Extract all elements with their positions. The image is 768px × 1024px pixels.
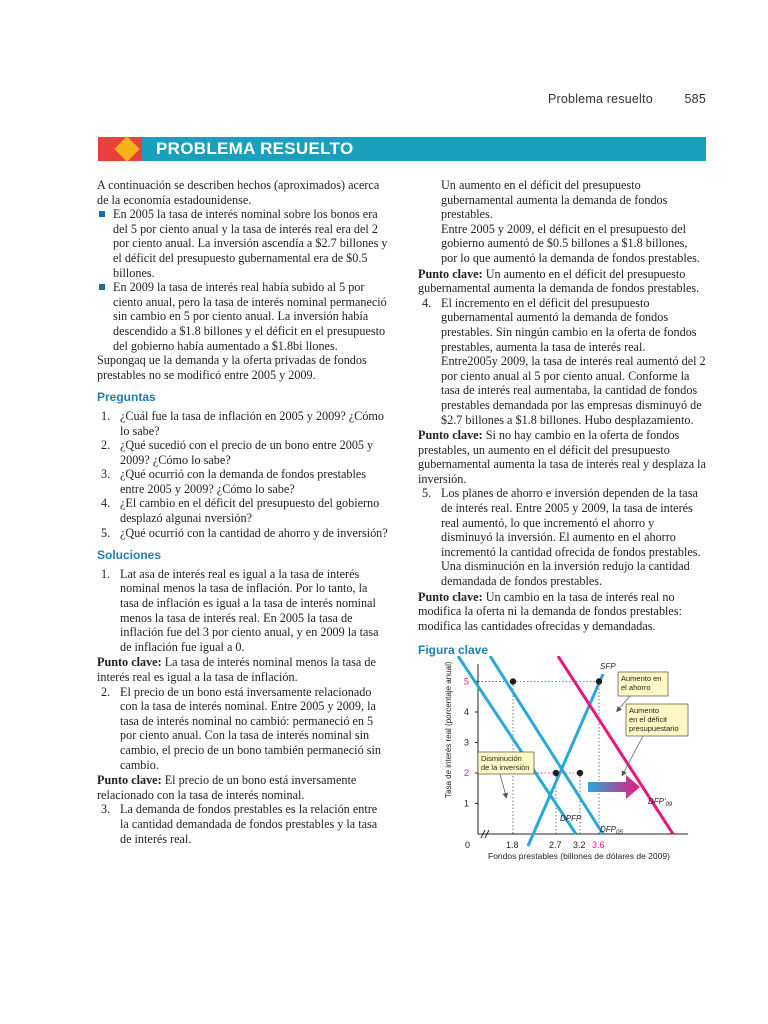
dpfp-label: DPFP: [560, 814, 582, 823]
bullet-text: En 2005 la tasa de interés nominal sobre los bonos era del 5 por ciento anual y la tasa de interés real era del 2 por ciento anual. La inversión ascendía a $2.7 billones y el déficit del presupuesto gubernamental era de $0.5 billones.: [113, 207, 388, 280]
running-header-section: Problema resuelto: [548, 92, 653, 106]
equilibrium-point: [510, 678, 516, 684]
key-point-label: Punto clave:: [418, 589, 483, 604]
solution-continuation: Un aumento en el déficit del presupuesto gubernamental aumenta la demanda de fondos prestables.: [441, 178, 668, 222]
annotation-deficit: [623, 704, 688, 774]
key-point: [97, 773, 388, 802]
y-tick-label: 2: [464, 768, 470, 778]
key-point-label: Punto clave:: [418, 428, 483, 443]
dfp09-label-sub: 09: [665, 802, 673, 808]
sfp-label: SFP: [600, 662, 616, 671]
question-text: ¿Qué sucedió con el precio de un bono entre 2005 y 2009? ¿Cómo lo sabe?: [120, 438, 374, 467]
question-text: ¿Cuál fue la tasa de inflación en 2005 y 2009? ¿Cómo lo sabe?: [120, 408, 384, 438]
preguntas-heading: Preguntas: [97, 390, 156, 405]
solution-text: Lat asa de interés real es igual a la tasa de interés nominal menos la tasa de inflación. Por lo tanto, la tasa de inflación es igual a la tasa de interés nominal menos la tasa de interés real. En 2005 la tasa de inflación fue del 3 por ciento anual, y en 2009 la tasa de inflación fue igual a 0.: [120, 566, 379, 654]
right-column: [418, 178, 706, 662]
bullet-item: [97, 207, 388, 280]
page-number: 585: [684, 92, 706, 106]
annotation-savings-line1: Aumento en: [621, 674, 662, 683]
question-text: ¿El cambio en el déficit del presupuesto del gobierno desplazó algunai nversión?: [120, 496, 380, 526]
section-banner: [98, 137, 706, 161]
y-tick-label: 4: [464, 707, 470, 717]
question-text: ¿Qué ocurrió con la cantidad de ahorro y de inversión?: [120, 525, 388, 540]
banner-title: PROBLEMA RESUELTO: [156, 139, 354, 158]
soluciones-heading: Soluciones: [97, 548, 162, 563]
question-text: ¿Qué ocurrió con la demanda de fondos prestables entre 2005 y 2009? ¿Cómo lo sabe?: [120, 467, 367, 496]
equilibrium-point: [553, 770, 559, 776]
key-point-text: Un aumento en el déficit del presupuesto gubernamental aumenta la demanda de fondos prestables.: [418, 266, 700, 296]
annotation-deficit-line2: en el déficit: [629, 715, 667, 724]
question-item: [97, 438, 388, 467]
bullet-text: En 2009 la tasa de interés real había subido al 5 por ciento anual, pero la tasa de interés nominal permaneció sin cambio en 5 por ciento anual. La inversión había descendido a $1.8 billones y el déficit en el presupuesto del gobierno había aumentado a $1.8bi llones.: [113, 280, 387, 353]
suppose-paragraph: Supongaq ue la demanda y la oferta privadas de fondos prestables no se modificó entre 2005 y 2009.: [97, 353, 367, 382]
solution-item: [97, 802, 388, 846]
x-tick-label: 2.7: [549, 840, 562, 850]
item-number: 4.: [101, 496, 111, 511]
item-number: 1.: [101, 566, 111, 581]
dfp05-label-sub: 05: [616, 830, 623, 836]
equilibrium-point: [596, 678, 602, 684]
equilibrium-point: [577, 770, 583, 776]
running-header: [548, 92, 706, 106]
item-number: 2.: [101, 438, 111, 453]
dpfp-curve: [458, 656, 576, 834]
x-ticks: [506, 840, 605, 850]
key-point: [418, 267, 706, 296]
key-point-text: La tasa de interés nominal menos la tasa de interés real es igual a la tasa de inflación.: [97, 655, 376, 684]
dfp09-label: [648, 797, 673, 808]
y-tick-label: 3: [464, 737, 470, 748]
axis-origin: 0: [465, 840, 471, 850]
square-bullet-icon: [99, 284, 105, 290]
solution-item: [418, 296, 706, 354]
item-number: 3.: [101, 802, 111, 817]
key-point-label: Punto clave:: [97, 655, 162, 670]
question-item: [97, 467, 388, 496]
annotation-investment: [478, 752, 534, 796]
x-tick-label: 1.8: [506, 840, 519, 850]
solution-text: El incremento en el déficit del presupuesto gubernamental aumentó la demanda de fondos prestables. Sin ningún cambio en la oferta de fondos prestables, aumenta la tasa de interés real.: [441, 295, 697, 354]
solution-item: [418, 486, 706, 588]
annotation-savings-line2: el ahorro: [621, 683, 651, 692]
key-point: [418, 428, 706, 486]
key-point-label: Punto clave:: [97, 773, 162, 788]
key-point-text: Si no hay cambio en la oferta de fondos prestables, un aumento en el déficit del presupuesto gubernamental aumenta la tasa de interés real y desplaza la inversión.: [418, 428, 706, 486]
solution-item: [97, 685, 388, 773]
solution-continuation: Entre 2005 y 2009, el déficit en el presupuesto del gobierno aumentó de $0.5 billones a $1.8 billones, por lo que aumentó la demanda de fondos prestables.: [441, 221, 700, 265]
y-tick-label: 1: [464, 798, 470, 809]
key-point: [418, 590, 706, 634]
bullet-item: [97, 280, 388, 353]
square-bullet-icon: [99, 211, 105, 217]
y-ticks: [464, 677, 478, 809]
question-item: [97, 496, 388, 525]
item-number: 3.: [101, 467, 111, 482]
solution-text: Los planes de ahorro e inversión dependen de la tasa de interés real. Entre 2005 y 2009, la tasa de interés real aumentó, lo que incrementó el ahorro y disminuyó la inversión. El aumento en el ahorro incrementó la cantidad ofrecida de fondos prestables. Una disminución en la inversión redujo la cantidad demandada de fondos prestables.: [441, 486, 701, 589]
annotation-investment-line1: Disminución: [481, 754, 522, 763]
figura-heading: Figura clave: [418, 643, 489, 658]
solution-text: La demanda de fondos prestables es la relación entre la cantidad demandada de fondos prestables y la tasa de interés real.: [120, 802, 378, 846]
dfp09-label-main: DFP': [648, 797, 666, 806]
x-tick-label: 3.6: [592, 840, 605, 850]
solution-text: El precio de un bono está inversamente relacionado con la tasa de interés nominal. Entre 2005 y 2009, la tasa de interés nominal no cambió: permaneció en 5 por ciento anual. Con la tasa de interés nominal sin cambio, el precio de un bono también permaneció sin cambio.: [120, 684, 381, 772]
annotation-deficit-line3: presupuestario: [629, 724, 679, 733]
dfp05-label-main: DFP: [600, 825, 616, 834]
question-item: [97, 409, 388, 438]
item-number: 5.: [101, 525, 111, 540]
intro-paragraph: A continuación se describen hechos (aproximados) acerca de la economía estadounidense.: [97, 178, 380, 207]
annotation-deficit-line1: Aumento: [629, 706, 660, 715]
y-tick-label: 5: [464, 676, 470, 687]
key-point-label: Punto clave:: [418, 266, 483, 281]
annotation-investment-line2: de la inversión: [481, 763, 530, 772]
item-number: 4.: [422, 295, 432, 310]
left-column: [97, 178, 388, 846]
item-number: 2.: [101, 684, 111, 699]
solution-continuation: Entre2005y 2009, la tasa de interés real aumentó del 2 por ciento anual al 5 por ciento anual. Conforme la tasa de interés real aumentaba, la cantidad de fondos prestables demandada por las empresas disminuyó de $2.7 billones a $1.8 billones. Hubo desplazamiento.: [441, 354, 706, 427]
item-number: 1.: [101, 408, 111, 423]
y-axis-label: Tasa de interés real (porcentaje anual): [444, 661, 453, 798]
x-tick-label: 3.2: [573, 840, 586, 850]
solution-item: [97, 567, 388, 655]
key-point-text: El precio de un bono está inversamente relacionado con la tasa de interés nominal.: [97, 773, 357, 802]
key-point-text: Un cambio en la tasa de interés real no modifica la oferta ni la demanda de fondos prestables: modifica las cantidades ofrecidas y demandadas.: [418, 589, 682, 633]
question-item: [97, 526, 388, 541]
key-point: [97, 655, 388, 684]
item-number: 5.: [422, 486, 432, 501]
shift-arrow-icon: [588, 775, 640, 799]
loanable-funds-chart: [418, 656, 708, 871]
x-axis-label: Fondos prestables (billones de dólares de 2009): [488, 851, 670, 861]
